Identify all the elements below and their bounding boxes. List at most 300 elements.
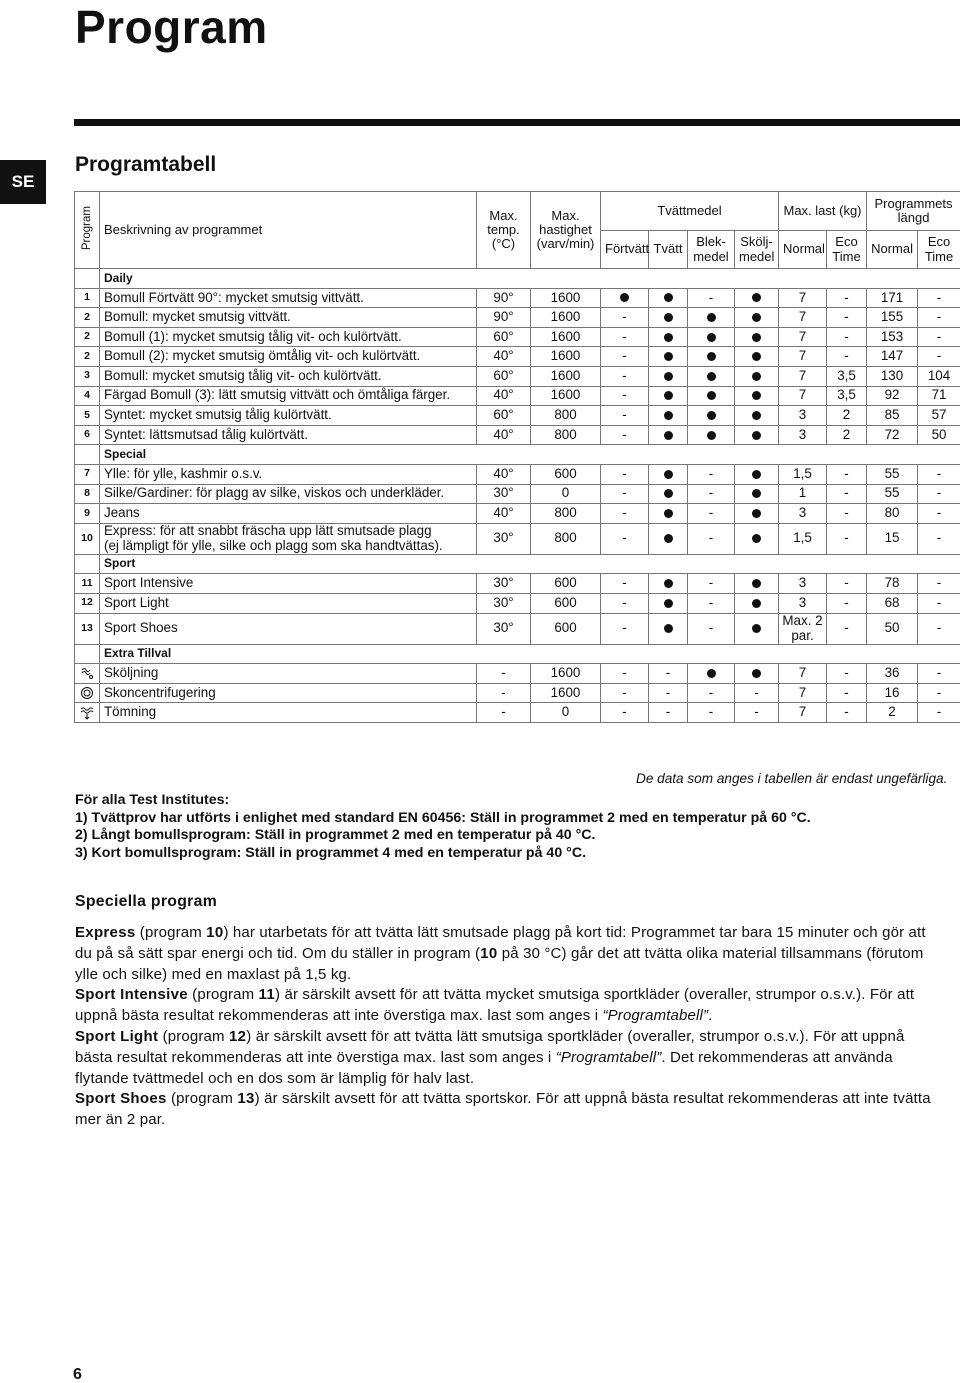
cell-duration-eco: 104 bbox=[918, 366, 960, 386]
table-row bbox=[75, 386, 960, 406]
cell-load-eco: - bbox=[827, 664, 867, 684]
cell-max-speed: 1600 bbox=[531, 683, 601, 703]
cell-load-eco: - bbox=[827, 613, 867, 644]
option-name: Sköljning bbox=[100, 664, 477, 684]
table-row bbox=[75, 504, 960, 524]
program-detail-2: (ej lämpligt för ylle, silke och plagg som ska handtvättas). bbox=[104, 537, 443, 553]
cell-softener bbox=[735, 574, 779, 594]
cell-load-eco: - bbox=[827, 703, 867, 723]
cell-duration-eco: - bbox=[918, 613, 960, 644]
program-number: 11 bbox=[75, 574, 100, 594]
cell-load-eco: - bbox=[827, 464, 867, 484]
cell-duration-eco: - bbox=[918, 347, 960, 367]
table-row bbox=[75, 406, 960, 426]
dot-marker bbox=[664, 293, 673, 302]
program-detail: lättsmutsad tålig kulörtvätt. bbox=[145, 426, 308, 442]
cell-duration-normal: 153 bbox=[867, 327, 918, 347]
category-extra: Extra Tillval bbox=[100, 644, 960, 664]
header-max-temp: Max. temp. (°C) bbox=[477, 192, 531, 269]
cell-softener bbox=[735, 386, 779, 406]
cell-max-speed: 600 bbox=[531, 574, 601, 594]
cell-prewash: - bbox=[601, 593, 649, 613]
tests-line-3: 3) Kort bomullsprogram: Ställ in programmet 4 med en temperatur på 40 °C. bbox=[75, 844, 587, 861]
cell-prewash: - bbox=[601, 703, 649, 723]
table-row bbox=[75, 308, 960, 328]
cell-bleach: - bbox=[688, 288, 735, 308]
cell-prewash bbox=[601, 288, 649, 308]
table-row bbox=[75, 613, 960, 644]
cell-max-speed: 1600 bbox=[531, 327, 601, 347]
option-name: Tömning bbox=[100, 703, 477, 723]
cell-duration-normal: 92 bbox=[867, 386, 918, 406]
cell-load-eco: 2 bbox=[827, 425, 867, 445]
dot-marker bbox=[664, 313, 673, 322]
program-description bbox=[100, 464, 477, 484]
cell-max-speed: 800 bbox=[531, 504, 601, 524]
cell-max-temp: 30° bbox=[477, 574, 531, 594]
cell-duration-eco: - bbox=[918, 574, 960, 594]
cell-max-speed: 1600 bbox=[531, 288, 601, 308]
cell-load-normal: 3 bbox=[779, 425, 827, 445]
cell-max-temp: 30° bbox=[477, 613, 531, 644]
cell-wash bbox=[649, 574, 688, 594]
cell-duration-normal: 85 bbox=[867, 406, 918, 426]
cell-duration-normal: 16 bbox=[867, 683, 918, 703]
cell-duration-normal: 130 bbox=[867, 366, 918, 386]
dot-marker bbox=[752, 411, 761, 420]
program-name: Syntet: bbox=[104, 426, 146, 442]
cell-prewash: - bbox=[601, 683, 649, 703]
table-row bbox=[75, 593, 960, 613]
cell-max-temp: 30° bbox=[477, 484, 531, 504]
cell-bleach bbox=[688, 327, 735, 347]
tests-title: För alla Test Institutes: bbox=[75, 792, 230, 808]
dot-marker bbox=[707, 431, 716, 440]
cell-bleach: - bbox=[688, 593, 735, 613]
program-description bbox=[100, 327, 477, 347]
cell-load-eco: - bbox=[827, 523, 867, 554]
cell-softener bbox=[735, 593, 779, 613]
program-number: 9 bbox=[75, 504, 100, 524]
cell-duration-eco: - bbox=[918, 664, 960, 684]
cell-max-speed: 600 bbox=[531, 464, 601, 484]
program-number: 2 bbox=[75, 347, 100, 367]
cell-softener bbox=[735, 366, 779, 386]
cell-max-speed: 1600 bbox=[531, 308, 601, 328]
program-number: 5 bbox=[75, 406, 100, 426]
cell-load-normal: 7 bbox=[779, 327, 827, 347]
cell-load-normal: 7 bbox=[779, 347, 827, 367]
table-row bbox=[75, 664, 960, 684]
cell-duration-normal: 55 bbox=[867, 464, 918, 484]
cell-load-eco: - bbox=[827, 484, 867, 504]
cell-duration-normal: 72 bbox=[867, 425, 918, 445]
dot-marker bbox=[664, 624, 673, 633]
cell-load-eco: - bbox=[827, 308, 867, 328]
program-name: Express: bbox=[104, 523, 157, 538]
cell-wash bbox=[649, 464, 688, 484]
cell-softener bbox=[735, 425, 779, 445]
program-detail: mycket smutsig vittvätt. bbox=[221, 289, 364, 305]
dot-marker bbox=[752, 352, 761, 361]
cell-prewash: - bbox=[601, 327, 649, 347]
program-name: Bomull (2): bbox=[104, 348, 169, 364]
program-number: 7 bbox=[75, 464, 100, 484]
cell-prewash: - bbox=[601, 425, 649, 445]
header-bleach: Blek-medel bbox=[688, 231, 735, 269]
language-tab: SE bbox=[0, 160, 46, 204]
cell-max-temp: - bbox=[477, 683, 531, 703]
cell-load-eco: - bbox=[827, 504, 867, 524]
cell-bleach: - bbox=[688, 703, 735, 723]
dot-marker bbox=[752, 293, 761, 302]
cell-softener bbox=[735, 504, 779, 524]
program-name: Ylle: bbox=[104, 465, 131, 481]
dot-marker bbox=[752, 391, 761, 400]
cell-prewash: - bbox=[601, 308, 649, 328]
program-detail: mycket smutsig tålig kulörtvätt. bbox=[145, 407, 332, 423]
cell-duration-normal: 2 bbox=[867, 703, 918, 723]
cell-duration-eco: 71 bbox=[918, 386, 960, 406]
dot-marker bbox=[707, 352, 716, 361]
page-title: Program bbox=[75, 1, 268, 53]
tests-line-1: 1) Tvättprov har utförts i enlighet med standard EN 60456: Ställ in programmet 2 med en temperatur på 60 °C. bbox=[75, 809, 811, 826]
cell-wash bbox=[649, 613, 688, 644]
dot-marker bbox=[664, 599, 673, 608]
program-name: Sport Intensive bbox=[104, 575, 194, 591]
cell-duration-normal: 147 bbox=[867, 347, 918, 367]
cell-duration-normal: 68 bbox=[867, 593, 918, 613]
rinse-icon bbox=[75, 664, 100, 684]
header-load-normal: Normal bbox=[779, 231, 827, 269]
para-sport-intensive: Sport Intensive (program 11) är särskilt avsett för att tvätta mycket smutsiga sportkläder (overaller, strumpor o.s.v.). För att uppnå bästa resultat rekommenderas att inte överstiga max. last som anges i “Programtabell”. bbox=[75, 986, 915, 1025]
program-table bbox=[74, 191, 960, 723]
header-softener: Skölj-medel bbox=[735, 231, 779, 269]
program-description bbox=[100, 308, 477, 328]
cell-max-temp: 60° bbox=[477, 366, 531, 386]
cell-load-normal: 1 bbox=[779, 484, 827, 504]
cell-max-speed: 1600 bbox=[531, 664, 601, 684]
cell-prewash: - bbox=[601, 613, 649, 644]
cell-duration-normal: 78 bbox=[867, 574, 918, 594]
cell-max-temp: 40° bbox=[477, 386, 531, 406]
category-daily: Daily bbox=[100, 269, 960, 289]
cell-load-normal: 3 bbox=[779, 504, 827, 524]
cell-softener bbox=[735, 464, 779, 484]
dot-marker bbox=[664, 372, 673, 381]
cell-wash bbox=[649, 484, 688, 504]
header-max-load: Max. last (kg) bbox=[779, 192, 867, 231]
cell-max-speed: 0 bbox=[531, 484, 601, 504]
cell-load-normal: 7 bbox=[779, 683, 827, 703]
program-name: Sport Light bbox=[104, 594, 169, 610]
program-description bbox=[100, 574, 477, 594]
dot-marker bbox=[707, 333, 716, 342]
dot-marker bbox=[707, 391, 716, 400]
header-program: Program bbox=[75, 192, 100, 269]
dot-marker bbox=[752, 489, 761, 498]
cell-bleach bbox=[688, 366, 735, 386]
dot-marker bbox=[752, 372, 761, 381]
cell-softener bbox=[735, 664, 779, 684]
cell-softener bbox=[735, 484, 779, 504]
table-row bbox=[75, 523, 960, 554]
cell-bleach bbox=[688, 406, 735, 426]
cell-bleach bbox=[688, 425, 735, 445]
program-description bbox=[100, 406, 477, 426]
cell-max-speed: 600 bbox=[531, 593, 601, 613]
cell-softener: - bbox=[735, 703, 779, 723]
cell-duration-normal: 50 bbox=[867, 613, 918, 644]
header-duration-normal: Normal bbox=[867, 231, 918, 269]
cell-duration-normal: 155 bbox=[867, 308, 918, 328]
tests-line-2: 2) Långt bomullsprogram: Ställ in programmet 2 med en temperatur på 40 °C. bbox=[75, 827, 596, 843]
program-number: 4 bbox=[75, 386, 100, 406]
cell-bleach: - bbox=[688, 574, 735, 594]
cell-max-temp: - bbox=[477, 703, 531, 723]
dot-marker bbox=[664, 391, 673, 400]
cell-duration-normal: 15 bbox=[867, 523, 918, 554]
cell-max-temp: 40° bbox=[477, 347, 531, 367]
cell-max-speed: 800 bbox=[531, 406, 601, 426]
cell-bleach: - bbox=[688, 504, 735, 524]
cell-bleach bbox=[688, 308, 735, 328]
cell-max-temp: 30° bbox=[477, 523, 531, 554]
program-name: Jeans bbox=[104, 505, 140, 521]
cell-prewash: - bbox=[601, 366, 649, 386]
cell-duration-eco: 57 bbox=[918, 406, 960, 426]
header-load-eco: Eco Time bbox=[827, 231, 867, 269]
dot-marker bbox=[664, 470, 673, 479]
cell-softener bbox=[735, 327, 779, 347]
cell-load-normal: 7 bbox=[779, 366, 827, 386]
dot-marker bbox=[752, 534, 761, 543]
cell-softener bbox=[735, 288, 779, 308]
cell-wash bbox=[649, 366, 688, 386]
cell-duration-normal: 80 bbox=[867, 504, 918, 524]
cell-max-speed: 1600 bbox=[531, 347, 601, 367]
special-programs-title: Speciella program bbox=[75, 893, 218, 910]
cell-wash bbox=[649, 523, 688, 554]
cell-load-eco: 3,5 bbox=[827, 386, 867, 406]
dot-marker bbox=[752, 579, 761, 588]
cell-duration-eco: - bbox=[918, 523, 960, 554]
header-description: Beskrivning av programmet bbox=[100, 192, 477, 269]
table-row bbox=[75, 703, 960, 723]
program-name: Sport Shoes bbox=[104, 620, 178, 636]
section-title: Programtabell bbox=[75, 153, 217, 176]
cell-wash bbox=[649, 308, 688, 328]
cell-prewash: - bbox=[601, 484, 649, 504]
cell-load-eco: - bbox=[827, 574, 867, 594]
drain-icon bbox=[75, 703, 100, 723]
cell-prewash: - bbox=[601, 523, 649, 554]
header-duration-eco: Eco Time bbox=[918, 231, 960, 269]
cell-load-normal: 3 bbox=[779, 574, 827, 594]
program-detail: mycket smutsig tålig vit- och kulörtvätt. bbox=[148, 367, 382, 383]
program-description bbox=[100, 347, 477, 367]
cell-load-normal: 7 bbox=[779, 703, 827, 723]
cell-load-eco: - bbox=[827, 683, 867, 703]
category-special: Special bbox=[100, 445, 960, 465]
cell-prewash: - bbox=[601, 664, 649, 684]
cell-softener bbox=[735, 523, 779, 554]
dot-marker bbox=[664, 509, 673, 518]
dot-marker bbox=[620, 293, 629, 302]
program-name: Bomull: bbox=[104, 309, 149, 325]
program-detail: för plagg av silke, viskos och underkläder. bbox=[192, 485, 445, 501]
cell-max-temp: - bbox=[477, 664, 531, 684]
program-number: 3 bbox=[75, 366, 100, 386]
table-row bbox=[75, 484, 960, 504]
program-description bbox=[100, 366, 477, 386]
cell-softener bbox=[735, 406, 779, 426]
cell-duration-eco: - bbox=[918, 703, 960, 723]
cell-wash bbox=[649, 288, 688, 308]
cell-duration-eco: - bbox=[918, 683, 960, 703]
cell-duration-eco: - bbox=[918, 308, 960, 328]
cell-max-temp: 40° bbox=[477, 425, 531, 445]
page-number: 6 bbox=[73, 1366, 82, 1383]
para-sport-light: Sport Light (program 12) är särskilt avsett för att tvätta lätt smutsiga sportkläder (overaller, strumpor o.s.v.). För att uppnå bästa resultat rekommenderas att inte överstiga max. last som anges i “Programtabell”. Det rekommenderas att använda flytande tvättmedel och en dos som är lämplig för halv last. bbox=[75, 1027, 905, 1087]
cell-duration-normal: 55 bbox=[867, 484, 918, 504]
table-row bbox=[75, 366, 960, 386]
cell-max-temp: 90° bbox=[477, 308, 531, 328]
program-number: 1 bbox=[75, 288, 100, 308]
program-name: Färgad Bomull (3): bbox=[104, 387, 215, 403]
disclaimer-note: De data som anges i tabellen är endast ungefärliga. bbox=[636, 771, 948, 786]
cell-load-normal: 7 bbox=[779, 288, 827, 308]
cell-wash bbox=[649, 386, 688, 406]
option-name: Skoncentrifugering bbox=[100, 683, 477, 703]
cell-load-eco: 2 bbox=[827, 406, 867, 426]
program-detail: mycket smutsig tålig vit- och kulörtvätt. bbox=[168, 328, 402, 344]
program-number: 6 bbox=[75, 425, 100, 445]
table-row bbox=[75, 327, 960, 347]
program-number: 2 bbox=[75, 327, 100, 347]
program-detail: mycket smutsig ömtålig vit- och kulörtvätt. bbox=[168, 348, 421, 364]
cell-load-normal: 7 bbox=[779, 308, 827, 328]
table-row bbox=[75, 683, 960, 703]
header-detergent: Tvättmedel bbox=[601, 192, 779, 231]
test-institutes bbox=[75, 792, 811, 862]
dot-marker bbox=[664, 579, 673, 588]
cell-wash: - bbox=[649, 683, 688, 703]
program-name: Bomull Förtvätt 90°: bbox=[104, 289, 222, 305]
cell-bleach: - bbox=[688, 683, 735, 703]
cell-load-eco: - bbox=[827, 288, 867, 308]
cell-load-normal: 3 bbox=[779, 406, 827, 426]
dot-marker bbox=[707, 372, 716, 381]
header-prewash: Förtvätt bbox=[601, 231, 649, 269]
program-description bbox=[100, 288, 477, 308]
cell-max-temp: 40° bbox=[477, 504, 531, 524]
cell-wash bbox=[649, 347, 688, 367]
cell-bleach bbox=[688, 347, 735, 367]
category-sport: Sport bbox=[100, 554, 960, 574]
cell-softener bbox=[735, 347, 779, 367]
dot-marker bbox=[664, 333, 673, 342]
cell-prewash: - bbox=[601, 464, 649, 484]
spin-icon bbox=[75, 683, 100, 703]
program-description bbox=[100, 386, 477, 406]
cell-duration-eco: - bbox=[918, 504, 960, 524]
cell-wash bbox=[649, 504, 688, 524]
cell-duration-normal: 171 bbox=[867, 288, 918, 308]
dot-marker bbox=[707, 313, 716, 322]
cell-max-speed: 1600 bbox=[531, 386, 601, 406]
program-number: 2 bbox=[75, 308, 100, 328]
program-description bbox=[100, 504, 477, 524]
cell-bleach: - bbox=[688, 484, 735, 504]
cell-softener bbox=[735, 308, 779, 328]
table-row bbox=[75, 288, 960, 308]
cell-duration-eco: - bbox=[918, 593, 960, 613]
program-number: 12 bbox=[75, 593, 100, 613]
cell-bleach bbox=[688, 386, 735, 406]
para-sport-shoes: Sport Shoes (program 13) är särskilt avsett för att tvätta sportskor. För att uppnå bästa resultat rekommenderas att inte tvätta mer än 2 par. bbox=[75, 1090, 931, 1129]
cell-wash: - bbox=[649, 703, 688, 723]
cell-max-speed: 1600 bbox=[531, 366, 601, 386]
cell-load-normal: Max. 2 par. bbox=[779, 613, 827, 644]
cell-load-normal: 1,5 bbox=[779, 523, 827, 554]
table-row bbox=[75, 574, 960, 594]
dot-marker bbox=[707, 669, 716, 678]
program-detail: för att snabbt fräscha upp lätt smutsade plagg bbox=[156, 523, 432, 538]
cell-duration-eco: - bbox=[918, 327, 960, 347]
cell-load-eco: - bbox=[827, 347, 867, 367]
cell-wash bbox=[649, 406, 688, 426]
table-row bbox=[75, 425, 960, 445]
cell-load-normal: 1,5 bbox=[779, 464, 827, 484]
cell-max-temp: 90° bbox=[477, 288, 531, 308]
cell-max-temp: 60° bbox=[477, 406, 531, 426]
program-detail: för ylle, kashmir o.s.v. bbox=[130, 465, 263, 481]
cell-load-eco: 3,5 bbox=[827, 366, 867, 386]
cell-bleach: - bbox=[688, 613, 735, 644]
cell-load-eco: - bbox=[827, 593, 867, 613]
table-row bbox=[75, 464, 960, 484]
program-number: 8 bbox=[75, 484, 100, 504]
cell-max-temp: 40° bbox=[477, 464, 531, 484]
program-name: Bomull: bbox=[104, 367, 149, 383]
cell-max-speed: 800 bbox=[531, 425, 601, 445]
cell-prewash: - bbox=[601, 347, 649, 367]
special-programs-body bbox=[75, 923, 937, 1131]
dot-marker bbox=[752, 470, 761, 479]
cell-bleach bbox=[688, 664, 735, 684]
dot-marker bbox=[664, 431, 673, 440]
program-number: 13 bbox=[75, 613, 100, 644]
dot-marker bbox=[752, 313, 761, 322]
title-rule bbox=[74, 119, 960, 126]
cell-duration-eco: - bbox=[918, 288, 960, 308]
cell-softener bbox=[735, 613, 779, 644]
cell-bleach: - bbox=[688, 464, 735, 484]
cell-load-normal: 7 bbox=[779, 386, 827, 406]
dot-marker bbox=[752, 669, 761, 678]
cell-softener: - bbox=[735, 683, 779, 703]
dot-marker bbox=[752, 509, 761, 518]
header-duration: Programmets längd bbox=[867, 192, 960, 231]
dot-marker bbox=[664, 352, 673, 361]
cell-load-normal: 7 bbox=[779, 664, 827, 684]
cell-prewash: - bbox=[601, 504, 649, 524]
para-express: Express (program 10) har utarbetats för att tvätta lätt smutsade plagg på kort tid: Programmet tar bara 15 minuter och gör att du på så sätt spar energi och tid. Om du ställer in program (10 på 30 °C) går det att tvätta olika material tillsammans (förutom ylle och silke) med en maxlast på 1,5 kg. bbox=[75, 924, 926, 983]
cell-prewash: - bbox=[601, 406, 649, 426]
program-description bbox=[100, 425, 477, 445]
dot-marker bbox=[752, 599, 761, 608]
